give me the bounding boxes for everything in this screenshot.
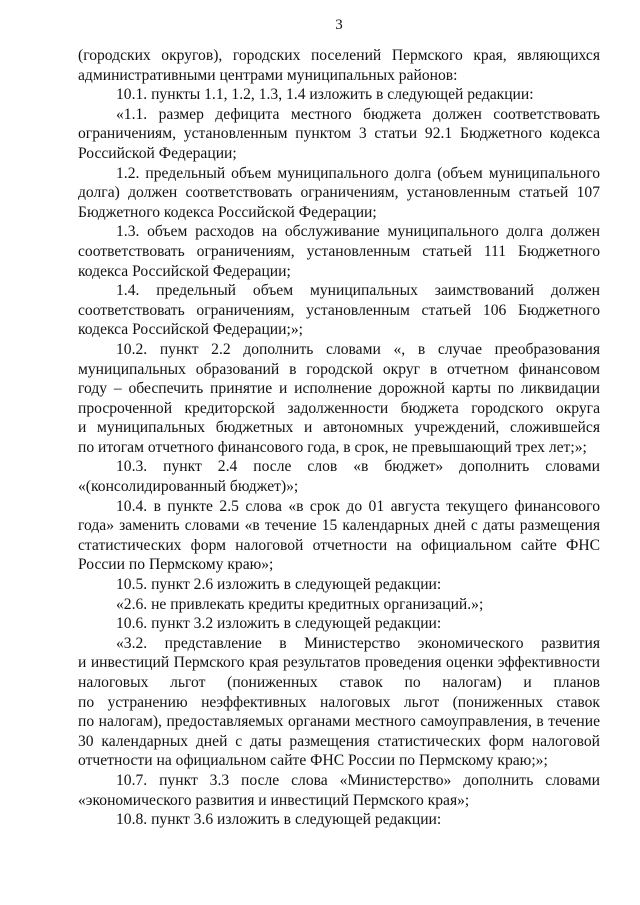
paragraph [78, 771, 600, 810]
paragraph [78, 614, 600, 634]
document-body [78, 46, 600, 830]
paragraph [78, 575, 600, 595]
paragraph-line: «3.2. представление в Министерство экономического развития [116, 634, 600, 652]
paragraph-line: «экономического развития и инвестиций Пермского края»; [78, 791, 470, 809]
paragraph-line: (городских округов), городских поселений Пермского края, являющихся [78, 47, 600, 64]
paragraph-line: ограничениям, установленным пунктом 3 статьи 92.1 Бюджетного кодекса [78, 125, 600, 143]
paragraph-line: 30 календарных дней с даты размещения статистических форм налоговой [78, 732, 600, 750]
paragraph-line: налоговых льгот (пониженных ставок по налогам) и планов [78, 674, 600, 691]
paragraph-line: Российской Федерации; [78, 144, 237, 162]
paragraph-line: Бюджетного кодекса Российской Федерации; [78, 203, 377, 221]
paragraph-line: просроченной кредиторской задолженности бюджета городского округа [78, 399, 600, 417]
paragraph-line: «1.1. размер дефицита местного бюджета должен соответствовать [116, 105, 600, 123]
paragraph [78, 634, 600, 771]
paragraph [78, 85, 600, 105]
paragraph-line: соответствовать ограничениям, установленным статьей 111 Бюджетного [78, 242, 600, 260]
paragraph-line: 10.1. пункты 1.1, 1.2, 1.3, 1.4 изложить в следующей редакции: [116, 86, 534, 104]
paragraph-line: 1.4. предельный объем муниципальных заимствований должен [116, 282, 600, 300]
paragraph [78, 340, 600, 458]
paragraph [78, 810, 600, 830]
paragraph-line: кодекса Российской Федерации; [78, 262, 291, 280]
paragraph-line: и муниципальных бюджетных и автономных учреждений, сложившейся [78, 419, 600, 437]
paragraph-line: 10.3. пункт 2.4 после слов «в бюджет» дополнить словами [116, 458, 600, 476]
paragraph-line: административными центрами муниципальных районов: [78, 66, 458, 84]
paragraph [78, 105, 600, 164]
paragraph-line: и инвестиций Пермского края результатов проведения оценки эффективности [78, 654, 600, 672]
paragraph-line: по налогам), предоставляемых органами местного самоуправления, в течение [78, 713, 600, 731]
paragraph-line: кодекса Российской Федерации;»; [78, 321, 303, 339]
paragraph-line: 10.2. пункт 2.2 дополнить словами «, в случае преобразования [116, 340, 600, 358]
paragraph-line: 1.2. предельный объем муниципального долга (объем муниципального [116, 164, 600, 182]
paragraph-line: 10.6. пункт 3.2 изложить в следующей редакции: [116, 615, 442, 633]
paragraph [78, 457, 600, 496]
paragraph [78, 595, 600, 615]
paragraph-line: долга) должен соответствовать ограничениям, установленным статьей 107 [78, 184, 600, 202]
paragraph-line: 10.4. в пункте 2.5 слова «в срок до 01 августа текущего финансового [116, 497, 600, 515]
paragraph-line: соответствовать ограничениям, установленным статьей 106 Бюджетного [78, 301, 600, 319]
paragraph-line: 10.8. пункт 3.6 изложить в следующей редакции: [116, 811, 442, 829]
page-number: 3 [335, 17, 343, 33]
paragraph-line: по итогам отчетного финансового года, в срок, не превышающий трех лет;»; [78, 438, 587, 456]
paragraph [78, 497, 600, 575]
paragraph-line: по устранению неэффективных налоговых льгот (пониженных ставок [78, 693, 600, 711]
paragraph-line: муниципальных образований в городской округ в отчетном финансовом [78, 360, 600, 378]
paragraph-line: году – обеспечить принятие и исполнение дорожной карты по ликвидации [78, 380, 600, 398]
paragraph-line: 10.7. пункт 3.3 после слова «Министерство» дополнить словами [116, 771, 600, 789]
paragraph-line: России по Пермскому краю»; [78, 556, 274, 574]
paragraph-line: «(консолидированный бюджет)»; [78, 478, 299, 496]
paragraph-line: года» заменить словами «в течение 15 календарных дней с даты размещения [78, 517, 600, 535]
paragraph [78, 222, 600, 281]
paragraph-line: статистических форм налоговой отчетности на официальном сайте ФНС [78, 536, 600, 554]
paragraph-line: «2.6. не привлекать кредиты кредитных организаций.»; [116, 595, 484, 613]
paragraph-line: 1.3. объем расходов на обслуживание муниципального долга должен [116, 223, 600, 241]
paragraph [78, 164, 600, 223]
paragraph [78, 46, 600, 85]
paragraph-line: 10.5. пункт 2.6 изложить в следующей редакции: [116, 576, 442, 594]
paragraph [78, 281, 600, 340]
paragraph-line: отчетности на официальном сайте ФНС России по Пермскому краю;»; [78, 752, 548, 770]
